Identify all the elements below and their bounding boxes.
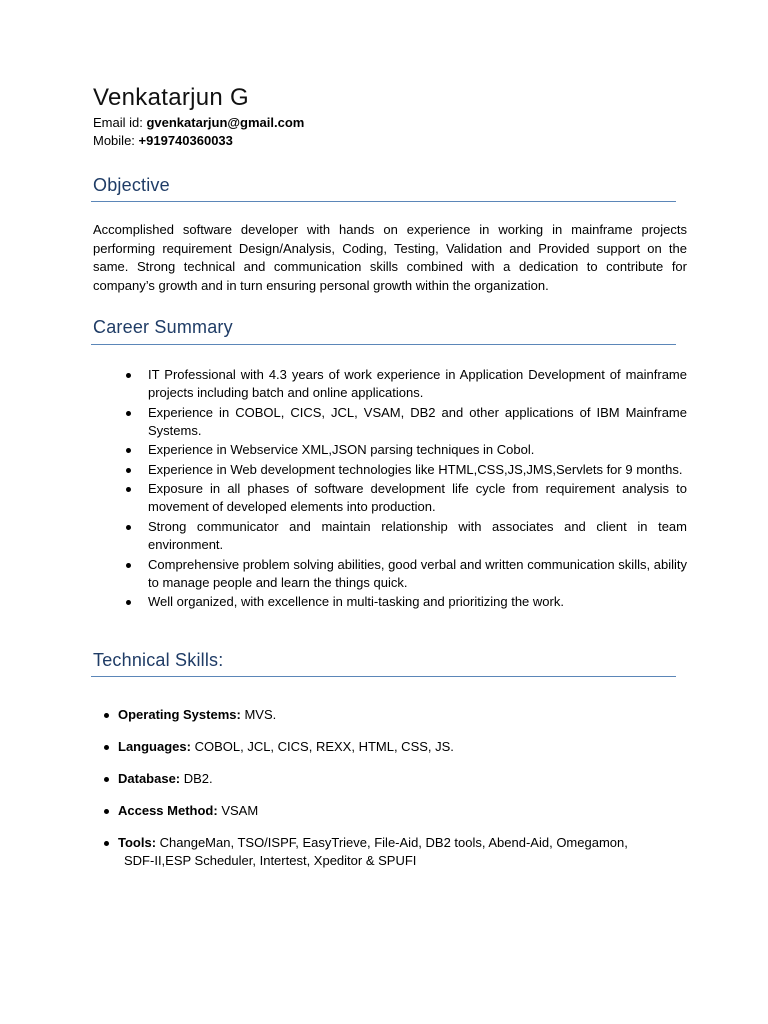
objective-text: Accomplished software developer with hands on experience in working in mainframe projects performing requirement Design/Analysis, Coding, Testing, Validation and Provided support on the same. Strong technical and communication skills combined with a dedication to contribute for company’s growth and in turn ensuring personal growth within the organization. [93, 222, 687, 293]
mobile-line [93, 133, 233, 148]
skill-label: Database: [118, 771, 181, 786]
list-item: Strong communicator and maintain relationship with associates and client in team environment. [93, 518, 687, 554]
list-item: Experience in COBOL, CICS, JCL, VSAM, DB2 and other applications of IBM Mainframe Systems. [93, 404, 687, 440]
skill-label: Access Method: [118, 803, 218, 818]
objective-heading: Objective [93, 175, 170, 195]
list-item: Comprehensive problem solving abilities, good verbal and written communication skills, ability to manage people and learn the things quick. [93, 556, 687, 592]
skill-value: DB2. [180, 771, 213, 786]
skill-value-continued: SDF-II,ESP Scheduler, Intertest, Xpeditor & SPUFI [124, 853, 417, 868]
email-line [93, 115, 304, 130]
skill-item-operating-systems [93, 706, 693, 724]
skill-label: Tools: [118, 835, 157, 850]
skill-value: VSAM [217, 803, 259, 818]
skill-value: ChangeMan, TSO/ISPF, EasyTrieve, File-Aid, DB2 tools, Abend-Aid, Omegamon, [156, 835, 628, 850]
skill-value: MVS. [240, 707, 277, 722]
technical-skills-divider [91, 676, 676, 677]
technical-skills-heading: Technical Skills: [93, 650, 224, 670]
email-value: gvenkatarjun@gmail.com [146, 115, 305, 130]
skill-item-database [93, 770, 693, 788]
list-item: IT Professional with 4.3 years of work experience in Application Development of mainframe projects including batch and online applications. [93, 366, 687, 402]
career-summary-divider [91, 344, 676, 345]
skill-item-languages [93, 738, 693, 756]
skill-value: COBOL, JCL, CICS, REXX, HTML, CSS, JS. [190, 739, 454, 754]
mobile-label: Mobile: [93, 133, 139, 148]
career-summary-heading: Career Summary [93, 317, 233, 337]
list-item: Experience in Webservice XML,JSON parsing techniques in Cobol. [93, 441, 687, 459]
technical-skills-list [93, 706, 693, 884]
list-item: Well organized, with excellence in multi-tasking and prioritizing the work. [93, 593, 687, 611]
list-item: Experience in Web development technologies like HTML,CSS,JS,JMS,Servlets for 9 months. [93, 461, 687, 479]
email-label: Email id: [93, 115, 147, 130]
skill-item-tools [93, 834, 693, 870]
skill-label: Languages: [118, 739, 191, 754]
career-summary-list [93, 366, 687, 613]
candidate-name: Venkatarjun G [93, 84, 249, 111]
skill-item-access-method [93, 802, 693, 820]
list-item: Exposure in all phases of software development life cycle from requirement analysis to movement of developed elements into production. [93, 480, 687, 516]
skill-label: Operating Systems: [118, 707, 241, 722]
mobile-value: +919740360033 [138, 133, 233, 148]
objective-divider [91, 201, 676, 202]
